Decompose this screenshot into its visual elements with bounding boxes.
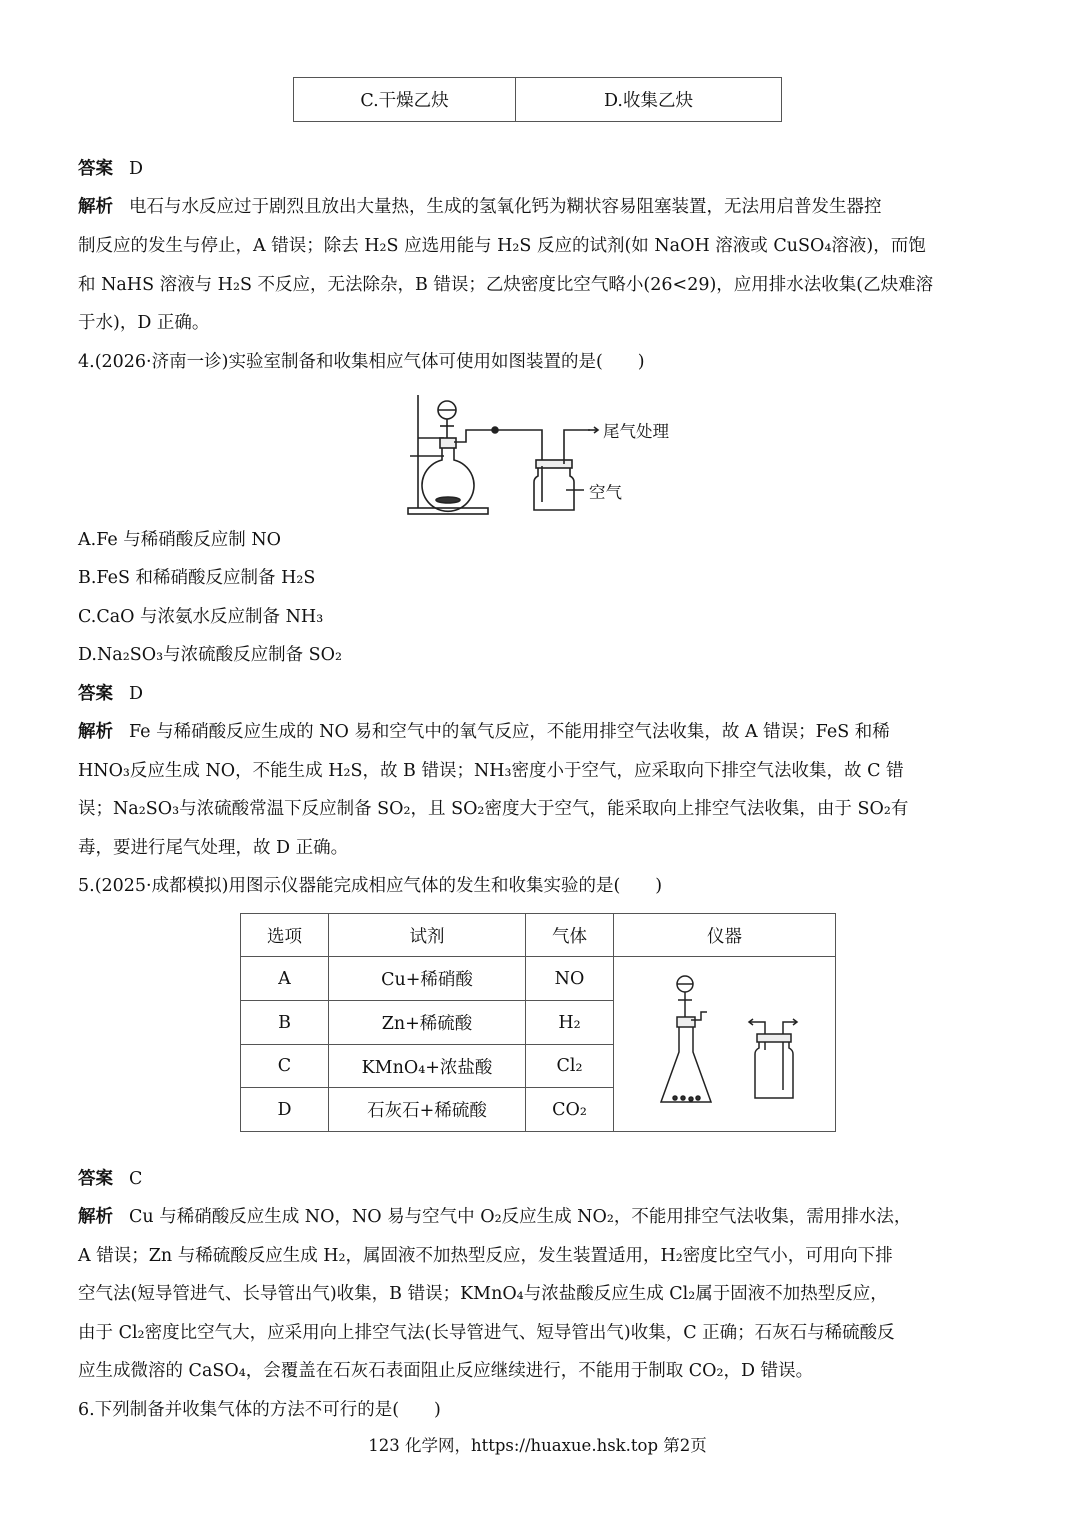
- label-exhaust: 尾气处理: [603, 422, 669, 441]
- q6-stem: 6.下列制备并收集气体的方法不可行的是( ): [78, 1400, 441, 1420]
- q4-option-a: A.Fe 与稀硝酸反应制 NO: [78, 530, 282, 550]
- q3-analysis-line-3: 和 NaHS 溶液与 H₂S 不反应，无法除杂，B 错误；乙炔密度比空气略小(26<29)，应用排水法收集(乙炔难溶: [78, 275, 934, 295]
- table-row: D 石灰石+稀硫酸 CO₂: [241, 1088, 836, 1132]
- q5-analysis-line-5: 应生成微溶的 CaSO₄，会覆盖在石灰石表面阻止反应继续进行，不能用于制取 CO₂，D 错误。: [78, 1361, 814, 1381]
- q4-analysis-line-3: 误；Na₂SO₃与浓硫酸常温下反应制备 SO₂，且 SO₂密度大于空气，能采取向上排空气法收集，由于 SO₂有: [78, 799, 909, 819]
- q3-analysis-line-2: 制反应的发生与停止，A 错误；除去 H₂S 应选用能与 H₂S 反应的试剂(如 NaOH 溶液或 CuSO₄溶液)，而饱: [78, 236, 926, 256]
- option-d-cell: D.收集乙炔: [516, 78, 782, 122]
- q5-answer: 答案 C: [78, 1169, 143, 1189]
- q5-analysis-line-3: 空气法(短导管进气、长导管出气)收集，B 错误；KMnO₄与浓盐酸反应生成 Cl₂属于固液不加热型反应，: [78, 1284, 888, 1304]
- q4-stem: 4.(2026·济南一诊)实验室制备和收集相应气体可使用如图装置的是( ): [78, 352, 645, 372]
- q3-analysis-line-1: 解析 电石与水反应过于剧烈且放出大量热，生成的氢氧化钙为糊状容易阻塞装置，无法用启普发生器控: [78, 197, 882, 217]
- q5-table: [240, 913, 836, 1132]
- table-row: B Zn+稀硫酸 H₂: [241, 1001, 836, 1045]
- q4-analysis-line-1: 解析 Fe 与稀硝酸反应生成的 NO 易和空气中的氧气反应，不能用排空气法收集，故 A 错误；FeS 和稀: [78, 722, 890, 742]
- label-air: 空气: [589, 483, 622, 502]
- q5-analysis-line-4: 由于 Cl₂密度比空气大，应采用向上排空气法(长导管进气、短导管出气)收集，C 正确；石灰石与稀硫酸反: [78, 1323, 895, 1343]
- q4-option-b: B.FeS 和稀硝酸反应制备 H₂S: [78, 568, 316, 588]
- q4-apparatus-figure: [400, 390, 700, 520]
- q5-analysis-line-2: A 错误；Zn 与稀硫酸反应生成 H₂，属固液不加热型反应，发生装置适用，H₂密度比空气小，可用向下排: [78, 1246, 893, 1266]
- q4-option-d: D.Na₂SO₃与浓硫酸反应制备 SO₂: [78, 645, 342, 665]
- header-option: 选项: [241, 914, 329, 957]
- apparatus-cell: [614, 957, 836, 1132]
- q5-analysis-line-1: 解析 Cu 与稀硝酸反应生成 NO，NO 易与空气中 O₂反应生成 NO₂，不能用排空气法收集，需用排水法，: [78, 1207, 912, 1227]
- q3-answer: 答案 D: [78, 159, 144, 179]
- table-row: A Cu+稀硝酸 NO: [241, 957, 836, 1001]
- option-c-cell: C.干燥乙炔: [294, 78, 516, 122]
- table-row: C KMnO₄+浓盐酸 Cl₂: [241, 1045, 836, 1088]
- header-gas: 气体: [526, 914, 614, 957]
- header-reagent: 试剂: [329, 914, 526, 957]
- page-footer: 123 化学网，https://huaxue.hsk.top 第2页: [368, 1436, 707, 1455]
- top-options-table: [293, 77, 782, 122]
- q4-option-c: C.CaO 与浓氨水反应制备 NH₃: [78, 607, 324, 627]
- q5-stem: 5.(2025·成都模拟)用图示仪器能完成相应气体的发生和收集实验的是( ): [78, 876, 663, 896]
- header-apparatus: 仪器: [614, 914, 836, 957]
- q4-analysis-line-4: 毒，要进行尾气处理，故 D 正确。: [78, 838, 349, 858]
- q4-analysis-line-2: HNO₃反应生成 NO，不能生成 H₂S，故 B 错误；NH₃密度小于空气，应采取向下排空气法收集，故 C 错: [78, 761, 904, 781]
- q5-apparatus-figure: [625, 962, 825, 1122]
- q4-answer: 答案 D: [78, 684, 144, 704]
- q3-analysis-line-4: 于水)，D 正确。: [78, 313, 210, 333]
